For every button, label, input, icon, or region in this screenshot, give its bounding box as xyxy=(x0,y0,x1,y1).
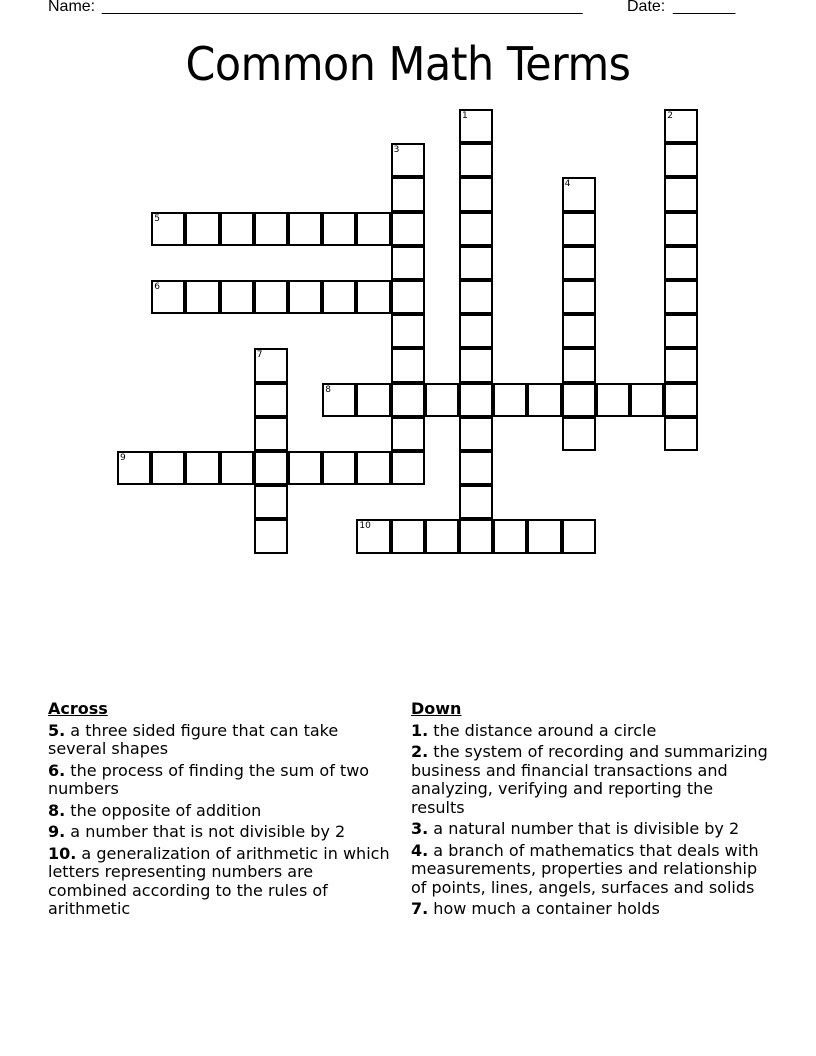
grid-cell[interactable] xyxy=(391,314,425,348)
grid-cell[interactable] xyxy=(185,212,219,246)
clue-across-5: 5. a three sided figure that can take several shapes xyxy=(48,720,339,758)
grid-cell[interactable] xyxy=(391,417,425,451)
grid-cell[interactable] xyxy=(425,383,459,417)
grid-cell[interactable] xyxy=(562,417,596,451)
date-field[interactable]: _______ xyxy=(673,0,736,15)
grid-cell[interactable] xyxy=(459,212,493,246)
grid-cell[interactable] xyxy=(220,451,254,485)
clue-across-8: 8. the opposite of addition xyxy=(48,800,262,820)
grid-cell[interactable] xyxy=(664,143,698,177)
clue-number: 2 xyxy=(667,111,673,121)
grid-cell[interactable] xyxy=(185,280,219,314)
grid-cell[interactable] xyxy=(562,212,596,246)
name-field[interactable]: ______________________________________________________ xyxy=(102,0,583,15)
grid-cell[interactable] xyxy=(493,519,527,553)
grid-cell[interactable] xyxy=(664,246,698,280)
grid-cell[interactable] xyxy=(254,348,288,382)
grid-cell[interactable] xyxy=(459,280,493,314)
grid-cell[interactable] xyxy=(630,383,664,417)
clue-number: 5 xyxy=(154,213,160,224)
grid-cell[interactable] xyxy=(185,451,219,485)
grid-cell[interactable] xyxy=(288,451,322,485)
page-title: Common Math Terms xyxy=(185,37,631,91)
grid-cell[interactable] xyxy=(391,348,425,382)
grid-cell[interactable] xyxy=(391,177,425,211)
grid-cell[interactable] xyxy=(220,280,254,314)
down-heading: Down xyxy=(411,699,462,718)
grid-cell[interactable] xyxy=(254,451,288,485)
clue-number: 3 xyxy=(393,145,400,156)
grid-cell[interactable] xyxy=(322,280,356,314)
grid-cell[interactable] xyxy=(459,485,493,519)
grid-cell[interactable] xyxy=(356,383,390,417)
grid-cell[interactable] xyxy=(459,143,493,177)
across-heading: Across xyxy=(48,699,108,718)
grid-cell[interactable] xyxy=(288,212,322,246)
grid-cell[interactable] xyxy=(459,519,493,553)
clue-number: 1 xyxy=(462,111,468,121)
grid-cell[interactable] xyxy=(664,383,698,417)
grid-cell[interactable] xyxy=(562,246,596,280)
grid-cell[interactable] xyxy=(459,451,493,485)
grid-cell[interactable] xyxy=(322,451,356,485)
grid-cell[interactable] xyxy=(459,246,493,280)
clue-number: 9 xyxy=(120,453,126,463)
grid-cell[interactable] xyxy=(254,519,288,553)
grid-cell[interactable] xyxy=(391,246,425,280)
grid-cell[interactable] xyxy=(391,519,425,553)
clue-number: 7 xyxy=(256,350,263,361)
grid-cell[interactable] xyxy=(493,383,527,417)
clue-number: 6 xyxy=(154,282,160,292)
grid-cell[interactable] xyxy=(562,177,596,211)
grid-cell[interactable] xyxy=(596,383,630,417)
grid-cell[interactable] xyxy=(459,348,493,382)
clue-number: 10 xyxy=(359,521,371,532)
grid-cell[interactable] xyxy=(356,451,390,485)
grid-cell[interactable] xyxy=(151,451,185,485)
clue-down-3: 3. a natural number that is divisible by 2 xyxy=(411,819,740,838)
clue-across-9: 9. a number that is not divisible by 2 xyxy=(48,822,346,841)
grid-cell[interactable] xyxy=(459,417,493,451)
date-label: Date: xyxy=(627,0,666,15)
grid-cell[interactable] xyxy=(391,212,425,246)
grid-cell[interactable] xyxy=(664,212,698,246)
grid-cell[interactable] xyxy=(459,177,493,211)
grid-cell[interactable] xyxy=(356,212,390,246)
grid-cell[interactable] xyxy=(151,280,185,314)
clue-down-2: 2. the system of recording and summarizing business and financial transactions and analyzing, verifying and reporting the results xyxy=(411,742,768,817)
grid-cell[interactable] xyxy=(117,451,151,485)
grid-cell[interactable] xyxy=(254,212,288,246)
grid-cell[interactable] xyxy=(664,314,698,348)
grid-cell[interactable] xyxy=(562,314,596,348)
clue-across-10: 10. a generalization of arithmetic in which letters representing numbers are combined according to the rules of arithmetic xyxy=(48,843,390,918)
grid-cell[interactable] xyxy=(322,212,356,246)
grid-cell[interactable] xyxy=(254,280,288,314)
grid-cell[interactable] xyxy=(220,212,254,246)
grid-cell[interactable] xyxy=(391,451,425,485)
grid-cell[interactable] xyxy=(356,280,390,314)
clue-across-6: 6. the process of finding the sum of two numbers xyxy=(48,760,370,798)
clue-down-7: 7. how much a container holds xyxy=(411,899,660,918)
grid-cell[interactable] xyxy=(562,383,596,417)
grid-cell[interactable] xyxy=(254,417,288,451)
grid-cell[interactable] xyxy=(459,314,493,348)
grid-cell[interactable] xyxy=(356,519,390,553)
down-clues xyxy=(411,700,771,922)
grid-cell[interactable] xyxy=(562,348,596,382)
grid-cell[interactable] xyxy=(664,280,698,314)
grid-cell[interactable] xyxy=(527,383,561,417)
grid-cell[interactable] xyxy=(459,109,493,143)
grid-cell[interactable] xyxy=(459,383,493,417)
grid-cell[interactable] xyxy=(254,485,288,519)
clue-number: 4 xyxy=(564,179,571,190)
grid-cell[interactable] xyxy=(322,383,356,417)
grid-cell[interactable] xyxy=(151,212,185,246)
grid-cell[interactable] xyxy=(391,143,425,177)
grid-cell[interactable] xyxy=(664,417,698,451)
grid-cell[interactable] xyxy=(391,280,425,314)
grid-cell[interactable] xyxy=(664,348,698,382)
clue-down-1: 1. the distance around a circle xyxy=(411,720,657,740)
name-label: Name: xyxy=(48,0,96,15)
clue-number: 8 xyxy=(325,384,331,395)
grid-cell[interactable] xyxy=(562,519,596,553)
across-clues xyxy=(48,700,393,922)
grid-cell[interactable] xyxy=(664,109,698,143)
grid-cell[interactable] xyxy=(664,177,698,211)
clue-down-4: 4. a branch of mathematics that deals with measurements, properties and relationship of points, lines, angels, surfaces and solids xyxy=(411,840,759,897)
grid-cell[interactable] xyxy=(254,383,288,417)
grid-cell[interactable] xyxy=(527,519,561,553)
grid-cell[interactable] xyxy=(288,280,322,314)
grid-cell[interactable] xyxy=(562,280,596,314)
grid-cell[interactable] xyxy=(425,519,459,553)
grid-cell[interactable] xyxy=(391,383,425,417)
